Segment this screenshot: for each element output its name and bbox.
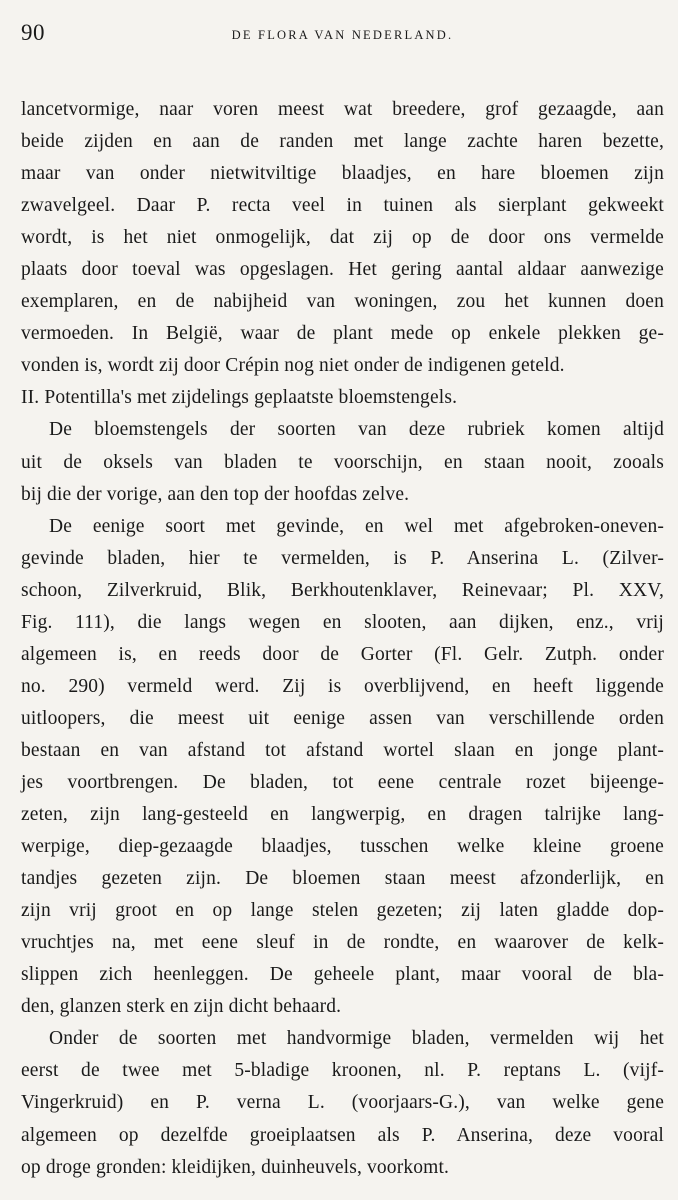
text-line: eerst de twee met 5-bladige kroonen, nl. P. reptans L. (vijf-	[21, 1060, 664, 1082]
text-line: De bloemstengels der soorten van deze rubriek komen altijd	[49, 419, 664, 441]
text-line: uitloopers, die meest uit eenige assen van verschillende orden	[21, 707, 664, 729]
text-line: Onder de soorten met handvormige bladen, vermelden wij het	[49, 1028, 664, 1050]
text-line: zijn vrij groot en op lange stelen gezeten; zij laten gladde dop-	[21, 900, 664, 922]
text-line: wordt, is het niet onmogelijk, dat zij op de door ons vermelde	[21, 227, 664, 249]
text-line: jes voortbrengen. De bladen, tot eene centrale rozet bijeenge-	[21, 771, 664, 793]
text-line: Fig. 111), die langs wegen en slooten, aan dijken, enz., vrij	[21, 611, 664, 633]
running-head	[21, 20, 664, 50]
text-line: bestaan en van afstand tot afstand wortel slaan en jonge plant-	[21, 739, 664, 761]
body-text	[21, 94, 664, 1184]
text-line: no. 290) vermeld werd. Zij is overblijvend, en heeft liggende	[21, 675, 664, 697]
text-line: gevinde bladen, hier te vermelden, is P. Anserina L. (Zilver-	[21, 547, 664, 569]
text-line: vruchtjes na, met eene sleuf in de rondte, en waarover de kelk-	[21, 932, 664, 954]
text-line: werpige, diep-gezaagde blaadjes, tusschen welke kleine groene	[21, 836, 664, 858]
text-line: De eenige soort met gevinde, en wel met afgebroken-oneven-	[49, 515, 664, 537]
text-line: Vingerkruid) en P. verna L. (voorjaars-G.), van welke gene	[21, 1092, 664, 1114]
text-line: schoon, Zilverkruid, Blik, Berkhoutenklaver, Reinevaar; Pl. XXV,	[21, 579, 664, 601]
text-line: uit de oksels van bladen te voorschijn, en staan nooit, zooals	[21, 451, 664, 473]
text-line: slippen zich heenleggen. De geheele plant, maar vooral de bla-	[21, 964, 664, 986]
text-line: lancetvormige, naar voren meest wat breedere, grof gezaagde, aan	[21, 99, 664, 120]
text-line: den, glanzen sterk en zijn dicht behaard.	[21, 996, 342, 1018]
page-number: 90	[21, 20, 45, 45]
text-line: algemeen is, en reeds door de Gorter (Fl. Gelr. Zutph. onder	[21, 643, 664, 665]
section-heading: II. Potentilla's met zijdelings geplaatste bloemstengels.	[21, 387, 458, 409]
text-line: tandjes gezeten zijn. De bloemen staan meest afzonderlijk, en	[21, 868, 664, 890]
text-line: exemplaren, en de nabijheid van woningen, zou het kunnen doen	[21, 291, 664, 313]
text-line: bij die der vorige, aan den top der hoofdas zelve.	[21, 483, 410, 505]
running-title: DE FLORA VAN NEDERLAND.	[231, 28, 454, 42]
text-line: op droge gronden: kleidijken, duinheuvels, voorkomt.	[21, 1156, 450, 1178]
text-line: maar van onder nietwitviltige blaadjes, en hare bloemen zijn	[21, 163, 664, 185]
text-line: zeten, zijn lang-gesteeld en langwerpig, en dragen talrijke lang-	[21, 804, 664, 826]
text-line: vermoeden. In België, waar de plant mede op enkele plekken ge-	[21, 323, 664, 345]
text-line: zwavelgeel. Daar P. recta veel in tuinen als sierplant gekweekt	[21, 195, 664, 217]
text-line: algemeen op dezelfde groeiplaatsen als P. Anserina, deze vooral	[21, 1124, 664, 1146]
text-line: plaats door toeval was opgeslagen. Het gering aantal aldaar aanwezige	[21, 259, 664, 281]
text-line: vonden is, wordt zij door Crépin nog niet onder de indigenen geteld.	[21, 355, 565, 377]
text-line: beide zijden en aan de randen met lange zachte haren bezette,	[21, 131, 664, 153]
